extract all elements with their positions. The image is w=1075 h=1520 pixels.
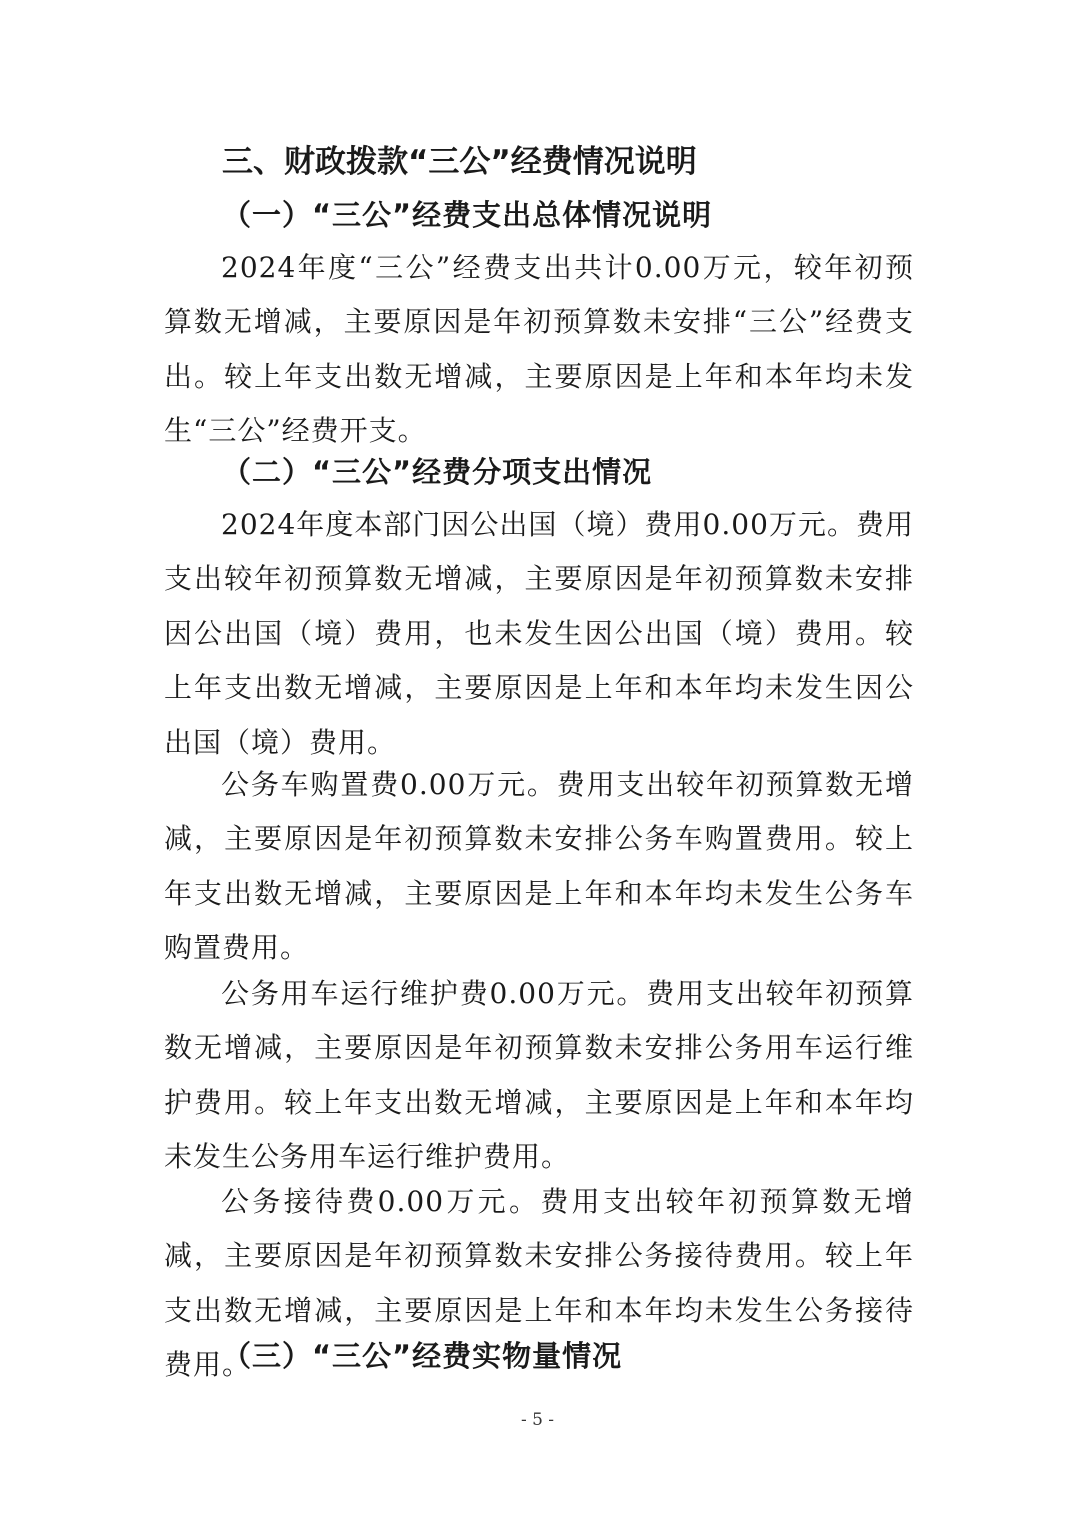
paragraph-vehicle-purchase: 公务车购置费0.00万元。费用支出较年初预算数无增减，主要原因是年初预算数未安排公务车购置费用。较上年支出数无增减，主要原因是上年和本年均未发生公务车购置费用。	[164, 768, 914, 965]
paragraph-vehicle-maintenance: 公务用车运行维护费0.00万元。费用支出较年初预算数无增减，主要原因是年初预算数未安排公务用车运行维护费用。较上年支出数无增减，主要原因是上年和本年均未发生公务用车运行维护费用。	[164, 977, 914, 1174]
subsection-heading-3: （三）“三公”经费实物量情况	[222, 1339, 623, 1373]
paragraph-reception: 公务接待费0.00万元。费用支出较年初预算数无增减，主要原因是年初预算数未安排公务接待费用。较上年支出数无增减，主要原因是上年和本年均未发生公务接待费用。	[164, 1185, 914, 1382]
section-title: 三、财政拨款“三公”经费情况说明	[222, 144, 697, 180]
subsection-heading-1: （一）“三公”经费支出总体情况说明	[222, 198, 713, 232]
subsection-heading-2: （二）“三公”经费分项支出情况	[222, 455, 653, 489]
paragraph-overseas-travel: 2024年度本部门因公出国（境）费用0.00万元。费用支出较年初预算数无增减，主要原因是年初预算数未安排因公出国（境）费用，也未发生因公出国（境）费用。较上年支出数无增减，主要原因是上年和本年均未发生因公出国（境）费用。	[164, 508, 914, 759]
paragraph-total-overview: 2024年度“三公”经费支出共计0.00万元，较年初预算数无增减，主要原因是年初预算数未安排“三公”经费支出。较上年支出数无增减，主要原因是上年和本年均未发生“三公”经费开支。	[164, 251, 914, 448]
page-number: - 5 -	[520, 1410, 555, 1430]
